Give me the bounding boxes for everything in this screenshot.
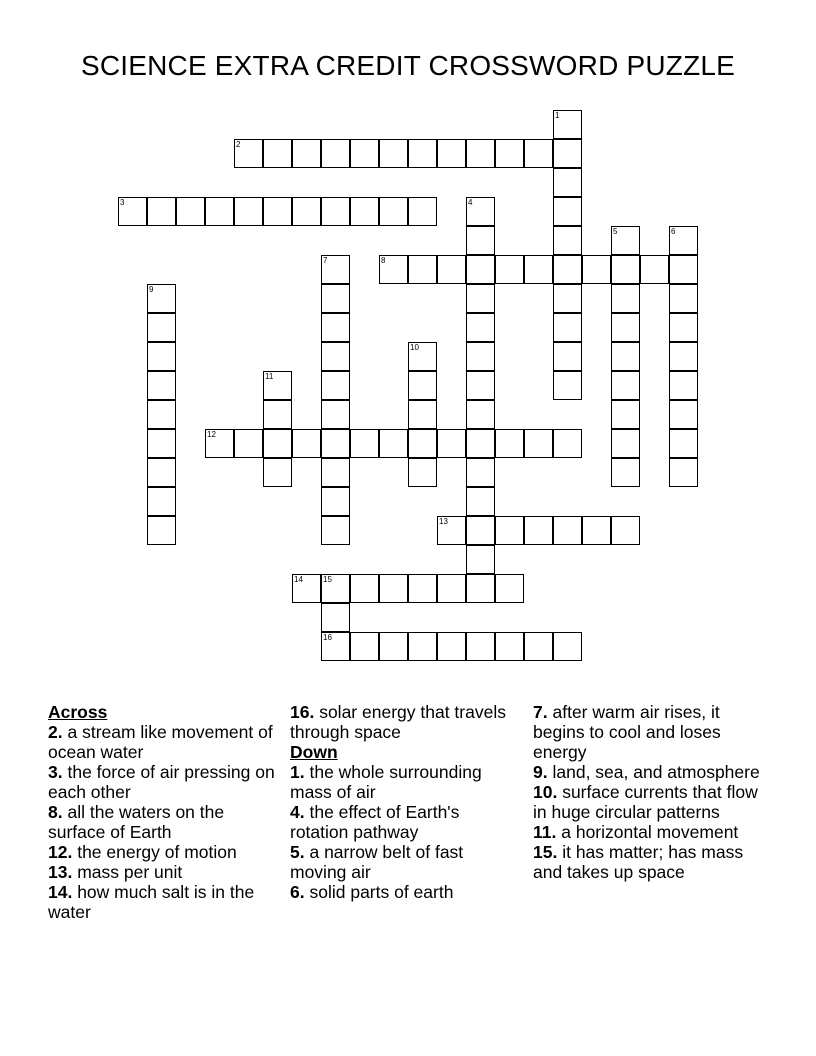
crossword-cell[interactable] [408, 632, 437, 661]
cell-number: 3 [120, 198, 125, 207]
cell-number: 4 [468, 198, 473, 207]
crossword-cell[interactable] [524, 429, 553, 458]
clue-down-5: 5. a narrow belt of fast moving air [290, 842, 464, 882]
crossword-cell[interactable] [379, 255, 408, 284]
crossword-cell[interactable] [408, 255, 437, 284]
crossword-cell[interactable] [147, 400, 176, 429]
crossword-cell[interactable] [466, 371, 495, 400]
crossword-cell[interactable] [466, 400, 495, 429]
crossword-cell[interactable] [553, 342, 582, 371]
crossword-cell[interactable] [234, 429, 263, 458]
cell-number: 6 [671, 227, 676, 236]
crossword-cell[interactable] [408, 400, 437, 429]
crossword-cell[interactable] [669, 429, 698, 458]
crossword-cell[interactable] [611, 400, 640, 429]
crossword-cell[interactable] [466, 574, 495, 603]
crossword-cell[interactable] [408, 139, 437, 168]
clue-down-11: 11. a horizontal movement [533, 822, 739, 842]
crossword-cell[interactable] [408, 197, 437, 226]
crossword-cell[interactable] [466, 516, 495, 545]
clue-down-4: 4. the effect of Earth's rotation pathway [290, 802, 460, 842]
clue-across-3: 3. the force of air pressing on each other [48, 762, 275, 802]
crossword-cell[interactable] [379, 574, 408, 603]
page-title: SCIENCE EXTRA CREDIT CROSSWORD PUZZLE [80, 50, 736, 81]
crossword-cell[interactable] [466, 255, 495, 284]
crossword-cell[interactable] [147, 284, 176, 313]
crossword-cell[interactable] [292, 197, 321, 226]
down-heading: Down [290, 742, 338, 762]
clue-across-2: 2. a stream like movement of ocean water [48, 722, 273, 762]
clue-down-7: 7. after warm air rises, it begins to cool and loses energy [533, 702, 721, 762]
cell-number: 16 [323, 633, 332, 642]
cell-number: 10 [410, 343, 419, 352]
cell-number: 8 [381, 256, 386, 265]
crossword-cell[interactable] [321, 429, 350, 458]
crossword-cell[interactable] [321, 284, 350, 313]
crossword-cell[interactable] [408, 458, 437, 487]
crossword-cell[interactable] [408, 574, 437, 603]
cell-number: 2 [236, 140, 241, 149]
cell-number: 14 [294, 575, 303, 584]
crossword-cell[interactable] [669, 226, 698, 255]
crossword-cell[interactable] [611, 371, 640, 400]
crossword-cell[interactable] [466, 429, 495, 458]
crossword-cell[interactable] [350, 429, 379, 458]
crossword-cell[interactable] [234, 139, 263, 168]
crossword-cell[interactable] [466, 342, 495, 371]
crossword-cell[interactable] [611, 284, 640, 313]
across-heading: Across [48, 702, 108, 722]
crossword-cell[interactable] [147, 487, 176, 516]
clue-across-13: 13. mass per unit [48, 862, 183, 882]
crossword-cell[interactable] [263, 197, 292, 226]
clue-down-9: 9. land, sea, and atmosphere [533, 762, 760, 782]
crossword-cell[interactable] [466, 139, 495, 168]
crossword-cell[interactable] [234, 197, 263, 226]
crossword-cell[interactable] [321, 632, 350, 661]
crossword-cell[interactable] [640, 255, 669, 284]
crossword-cell[interactable] [147, 342, 176, 371]
crossword-cell[interactable] [321, 197, 350, 226]
cell-number: 5 [613, 227, 618, 236]
crossword-cell[interactable] [408, 342, 437, 371]
crossword-cell[interactable] [147, 197, 176, 226]
crossword-cell[interactable] [437, 139, 466, 168]
crossword-cell[interactable] [495, 632, 524, 661]
crossword-cell[interactable] [553, 429, 582, 458]
crossword-cell[interactable] [176, 197, 205, 226]
crossword-cell[interactable] [263, 139, 292, 168]
crossword-cell[interactable] [524, 255, 553, 284]
clue-column-1 [48, 702, 276, 922]
crossword-cell[interactable] [582, 255, 611, 284]
crossword-cell[interactable] [147, 516, 176, 545]
crossword-cell[interactable] [118, 197, 147, 226]
crossword-cell[interactable] [495, 516, 524, 545]
clue-across-12: 12. the energy of motion [48, 842, 237, 862]
crossword-cell[interactable] [495, 139, 524, 168]
cell-number: 12 [207, 430, 216, 439]
crossword-cell[interactable] [321, 139, 350, 168]
crossword-cell[interactable] [524, 632, 553, 661]
crossword-cell[interactable] [553, 110, 582, 139]
crossword-cell[interactable] [553, 139, 582, 168]
clue-across-14: 14. how much salt is in the water [48, 882, 255, 922]
cell-number: 7 [323, 256, 328, 265]
clue-down-6: 6. solid parts of earth [290, 882, 454, 902]
crossword-cell[interactable] [321, 603, 350, 632]
crossword-cell[interactable] [379, 197, 408, 226]
cell-number: 9 [149, 285, 154, 294]
crossword-cell[interactable] [495, 429, 524, 458]
crossword-cell[interactable] [292, 574, 321, 603]
cell-number: 13 [439, 517, 448, 526]
crossword-cell[interactable] [669, 313, 698, 342]
crossword-cell[interactable] [379, 429, 408, 458]
crossword-cell[interactable] [147, 429, 176, 458]
crossword-cell[interactable] [437, 632, 466, 661]
crossword-cell[interactable] [669, 284, 698, 313]
crossword-cell[interactable] [553, 168, 582, 197]
crossword-cell[interactable] [379, 632, 408, 661]
clue-down-10: 10. surface currents that flow in huge circular patterns [533, 782, 758, 822]
crossword-cell[interactable] [553, 284, 582, 313]
crossword-cell[interactable] [553, 632, 582, 661]
crossword-cell[interactable] [466, 197, 495, 226]
crossword-cell[interactable] [321, 458, 350, 487]
crossword-cell[interactable] [263, 371, 292, 400]
cell-number: 1 [555, 111, 560, 120]
crossword-cell[interactable] [437, 516, 466, 545]
crossword-cell[interactable] [553, 313, 582, 342]
cell-number: 11 [265, 372, 274, 381]
crossword-cell[interactable] [379, 139, 408, 168]
crossword-cell[interactable] [147, 458, 176, 487]
crossword-cell[interactable] [466, 284, 495, 313]
crossword-cell[interactable] [553, 255, 582, 284]
crossword-cell[interactable] [669, 400, 698, 429]
crossword-cell[interactable] [292, 139, 321, 168]
crossword-cell[interactable] [321, 371, 350, 400]
crossword-cell[interactable] [495, 574, 524, 603]
crossword-cell[interactable] [321, 487, 350, 516]
crossword-cell[interactable] [292, 429, 321, 458]
crossword-cell[interactable] [611, 458, 640, 487]
crossword-cell[interactable] [350, 574, 379, 603]
crossword-cell[interactable] [669, 255, 698, 284]
crossword-cell[interactable] [611, 342, 640, 371]
crossword-cell[interactable] [669, 342, 698, 371]
crossword-cell[interactable] [437, 429, 466, 458]
crossword-cell[interactable] [350, 197, 379, 226]
clue-down-15: 15. it has matter; has mass and takes up space [533, 842, 744, 882]
crossword-cell[interactable] [553, 371, 582, 400]
crossword-cell[interactable] [582, 516, 611, 545]
crossword-cell[interactable] [408, 429, 437, 458]
crossword-cell[interactable] [205, 429, 234, 458]
crossword-cell[interactable] [321, 516, 350, 545]
crossword-cell[interactable] [263, 429, 292, 458]
crossword-cell[interactable] [350, 632, 379, 661]
crossword-cell[interactable] [611, 313, 640, 342]
crossword-cell[interactable] [321, 255, 350, 284]
crossword-cell[interactable] [147, 371, 176, 400]
crossword-cell[interactable] [321, 400, 350, 429]
crossword-cell[interactable] [553, 516, 582, 545]
crossword-cell[interactable] [466, 487, 495, 516]
crossword-cell[interactable] [524, 139, 553, 168]
crossword-cell[interactable] [466, 545, 495, 574]
clue-across-16: 16. solar energy that travels through space [290, 702, 506, 742]
crossword-cell[interactable] [553, 226, 582, 255]
crossword-cell[interactable] [466, 458, 495, 487]
crossword-cell[interactable] [669, 458, 698, 487]
crossword-cell[interactable] [611, 429, 640, 458]
crossword-cell[interactable] [611, 255, 640, 284]
clue-column-3 [533, 702, 773, 882]
crossword-cell[interactable] [263, 458, 292, 487]
crossword-cell[interactable] [495, 255, 524, 284]
crossword-cell[interactable] [263, 400, 292, 429]
crossword-cell[interactable] [437, 255, 466, 284]
crossword-cell[interactable] [466, 226, 495, 255]
crossword-cell[interactable] [553, 197, 582, 226]
crossword-cell[interactable] [350, 139, 379, 168]
clue-down-1: 1. the whole surrounding mass of air [290, 762, 482, 802]
crossword-cell[interactable] [147, 313, 176, 342]
crossword-cell[interactable] [437, 574, 466, 603]
crossword-cell[interactable] [611, 516, 640, 545]
crossword-cell[interactable] [611, 226, 640, 255]
clue-across-8: 8. all the waters on the surface of Earth [48, 802, 225, 842]
crossword-cell[interactable] [669, 371, 698, 400]
clue-column-2 [290, 702, 518, 902]
crossword-cell[interactable] [466, 313, 495, 342]
crossword-cell[interactable] [321, 574, 350, 603]
crossword-cell[interactable] [466, 632, 495, 661]
crossword-cell[interactable] [205, 197, 234, 226]
crossword-cell[interactable] [321, 342, 350, 371]
crossword-cell[interactable] [408, 371, 437, 400]
crossword-cell[interactable] [321, 313, 350, 342]
crossword-cell[interactable] [524, 516, 553, 545]
cell-number: 15 [323, 575, 332, 584]
